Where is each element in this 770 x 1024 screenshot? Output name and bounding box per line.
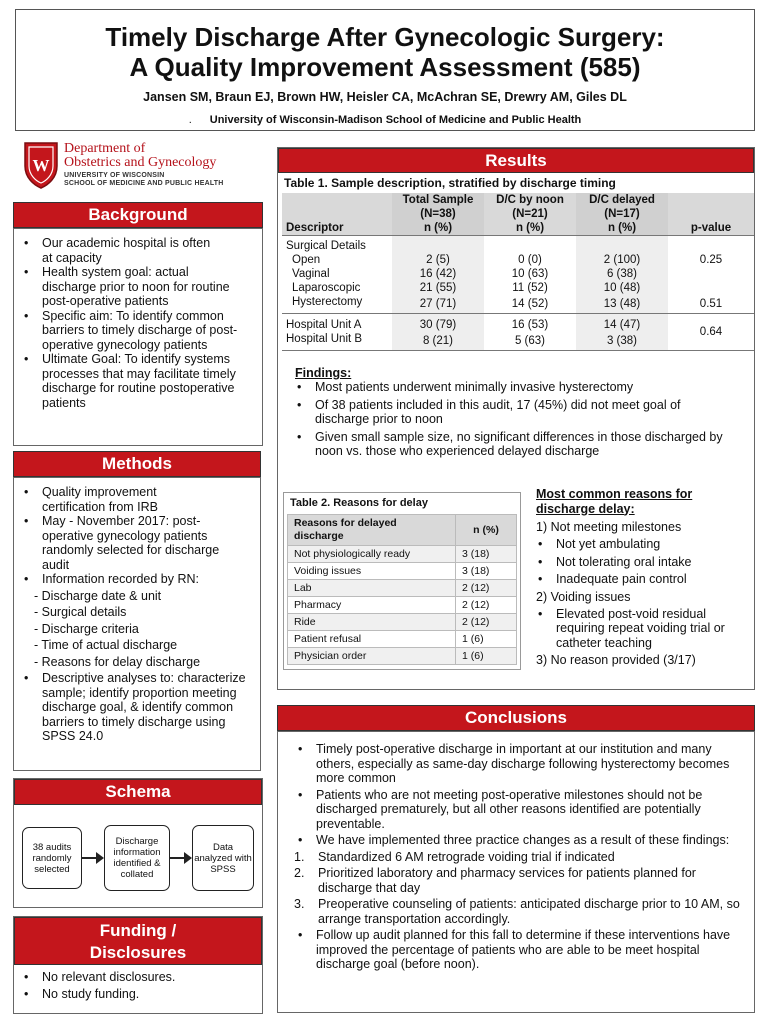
list-item: 2. Prioritized laboratory and pharmacy services for patients planned for discharge that day — [294, 866, 696, 895]
table-row: Hospital Unit A 30 (79) 16 (53) 14 (47) 0.64 — [282, 314, 754, 333]
reason-2: 2) Voiding issues — [536, 589, 631, 604]
list-item: 3. Preoperative counseling of patients: anticipated discharge prior to 10 AM, so arrange transportation accordingly. — [294, 897, 740, 926]
affiliation-mark: . — [188, 114, 192, 126]
table-row: Voiding issues 3 (18) — [288, 563, 517, 580]
background-header: Background — [13, 202, 263, 228]
conclusions-list — [288, 742, 742, 848]
list-item: • Elevated post-void residual requiring repeat voiding trial or catheter teaching — [528, 607, 750, 651]
findings-list — [287, 380, 745, 459]
conclusions-header: Conclusions — [277, 705, 755, 731]
table-row: Lab 2 (12) — [288, 580, 517, 597]
methods-subitem: - Discharge criteria — [34, 621, 139, 636]
list-item: • No relevant disclosures. — [14, 969, 175, 986]
methods-header: Methods — [13, 451, 261, 477]
table-row: Physician order 1 (6) — [288, 648, 517, 665]
methods-subitem: - Time of actual discharge — [34, 638, 178, 652]
table-row: Not physiologically ready 3 (18) — [288, 546, 517, 563]
list-item: • No study funding. — [14, 986, 175, 1003]
conclusions-panel — [277, 731, 755, 1013]
table2-caption: Table 2. Reasons for delay — [290, 497, 428, 509]
arrow-right-icon — [184, 852, 192, 864]
table1-caption: Table 1. Sample description, stratified by discharge timing — [284, 176, 616, 190]
schema-header: Schema — [14, 779, 262, 805]
arrow-right-icon — [96, 852, 104, 864]
reason-1: 1) Not meeting milestones — [536, 520, 682, 534]
table-row: Open 2 (5) 0 (0) 2 (100) 0.25 — [292, 254, 723, 266]
methods-panel — [13, 477, 261, 771]
list-item: • Our academic hospital is often at capacity — [14, 236, 262, 265]
list-item: 1. Standardized 6 AM retrograde voiding trial if indicated — [294, 849, 615, 864]
list-item: • Descriptive analyses to: characterize sample; identify proportion meeting discharge goal, & identify common barriers to timely discharge using SPSS 24.0 — [14, 671, 260, 744]
table-row: Pharmacy 2 (12) — [288, 597, 517, 614]
affiliation: . University of Wisconsin-Madison School of Medicine and Public Health — [188, 114, 582, 126]
list-item: • Information recorded by RN: — [14, 572, 260, 587]
table-header — [668, 193, 754, 207]
authors: Jansen SM, Braun EJ, Brown HW, Heisler CA, McAchran SE, Drewry AM, Giles DL — [143, 90, 627, 104]
common-reasons — [536, 487, 750, 667]
table-header: n (%) — [456, 515, 517, 546]
title-box — [15, 9, 755, 131]
uw-name: UNIVERSITY OF WISCONSIN SCHOOL OF MEDICINE AND PUBLIC HEALTH — [64, 172, 224, 187]
svg-text:W: W — [32, 156, 50, 175]
table-row: Vaginal 16 (42) 10 (63) 6 (38) — [282, 267, 754, 281]
flow-box-audits: 38 audits randomly selected — [22, 827, 82, 889]
funding-header: Funding / Disclosures — [14, 917, 262, 965]
funding-panel — [13, 916, 263, 1014]
table-header: D/C by noon — [496, 194, 564, 206]
table2-box — [283, 492, 521, 670]
table-row: Laparoscopic 21 (55) 11 (52) 10 (48) — [282, 281, 754, 295]
table-row: Surgical Details — [282, 236, 754, 254]
background-list — [14, 236, 262, 410]
department-logo — [18, 140, 273, 192]
list-item: • Patients who are not meeting post-operative milestones should not be discharged prematurely, but all other reasons identified are potentially preventable. — [288, 788, 742, 832]
table1: Total Sample D/C by noon D/C delayed (N=38) (N=21) (N=17) Descriptor n (%) n (%) n (%) p-value Surgical Details Open 2 (5) 0 (0) 2 (100) 0.25 Vaginal 16 (42) 10 (63) 6 (38) Laparoscopic 21 (55) 11 (52) 10 (48) Hysterectomy 27 (71) 14 (52) 13 (48) 0.51 Hospital Unit A 30 (79) 16 (53) 14 (47) 0.64 Hospital Unit B 8 (21) 5 (63) 3 (38) — [282, 193, 754, 351]
table-header: D/C delayed — [576, 193, 668, 207]
flow-arrow — [170, 857, 184, 859]
poster-title: Timely Discharge After Gynecologic Surgery: A Quality Improvement Assessment (585) — [105, 22, 665, 82]
methods-subitem: - Surgical details — [34, 605, 127, 619]
uw-crest-icon — [22, 140, 60, 190]
list-item: • We have implemented three practice changes as a result of these findings: — [288, 833, 742, 848]
list-item: • Inadequate pain control — [528, 572, 750, 587]
methods-subitem: - Discharge date & unit — [34, 588, 162, 603]
table-row: Patient refusal 1 (6) — [288, 631, 517, 648]
list-item: • Most patients underwent minimally invasive hysterectomy — [287, 380, 745, 395]
dept-name: Department of Obstetrics and Gynecology — [64, 141, 217, 170]
reason-3: 3) No reason provided (3/17) — [536, 653, 696, 667]
schema-panel — [13, 778, 263, 908]
findings-header: Findings: — [295, 366, 352, 380]
list-item: • Not tolerating oral intake — [528, 555, 750, 570]
background-panel — [13, 228, 263, 446]
methods-subitem: - Reasons for delay discharge — [34, 654, 201, 669]
flow-box-spss: Data analyzed with SPSS — [192, 825, 254, 891]
list-item: • Not yet ambulating — [528, 537, 750, 552]
list-item: • Of 38 patients included in this audit, 17 (45%) did not meet goal of discharge prior to noon — [287, 398, 745, 427]
flow-box-discharge-info: Discharge information identified & collated — [104, 825, 170, 891]
funding-list — [14, 969, 175, 1003]
list-item: • Given small sample size, no significant differences in those discharged by noon vs. those who experienced delayed discharge — [287, 430, 745, 459]
table2 — [287, 514, 517, 665]
table-row: Hysterectomy 27 (71) 14 (52) 13 (48) 0.51 — [282, 295, 754, 314]
table-row: Ride 2 (12) — [288, 614, 517, 631]
list-item: • May - November 2017: post-operative gynecology patients randomly selected for discharge audit — [14, 514, 260, 572]
table-row: Hospital Unit B 8 (21) 5 (63) 3 (38) — [282, 332, 754, 351]
findings — [295, 366, 745, 459]
list-item: • Ultimate Goal: To identify systems processes that may facilitate timely discharge for routine postoperative patients — [14, 352, 262, 410]
list-item: • Quality improvement certification from IRB — [14, 485, 260, 514]
table-header: Total Sample — [392, 193, 484, 207]
results-header: Results — [278, 148, 754, 173]
conclusions-numbered — [294, 850, 742, 927]
methods-list — [14, 485, 260, 587]
list-item: • Follow up audit planned for this fall to determine if these interventions have improved the percentage of patients who are able to be meet hospital discharge goal (before noon). — [288, 928, 742, 972]
common-reasons-header: Most common reasons for discharge delay: — [536, 487, 693, 516]
list-item: • Specific aim: To identify common barriers to timely discharge of post-operative gynecology patients — [14, 309, 262, 353]
list-item: • Timely post-operative discharge in important at our institution and many others, especially as same-day discharge following hysterectomy becomes more common — [288, 742, 742, 786]
table-header: Reasons for delayed discharge — [288, 515, 456, 546]
list-item: • Health system goal: actual discharge prior to noon for routine post-operative patients — [14, 265, 262, 309]
table-header — [282, 193, 392, 207]
flow-arrow — [82, 857, 96, 859]
